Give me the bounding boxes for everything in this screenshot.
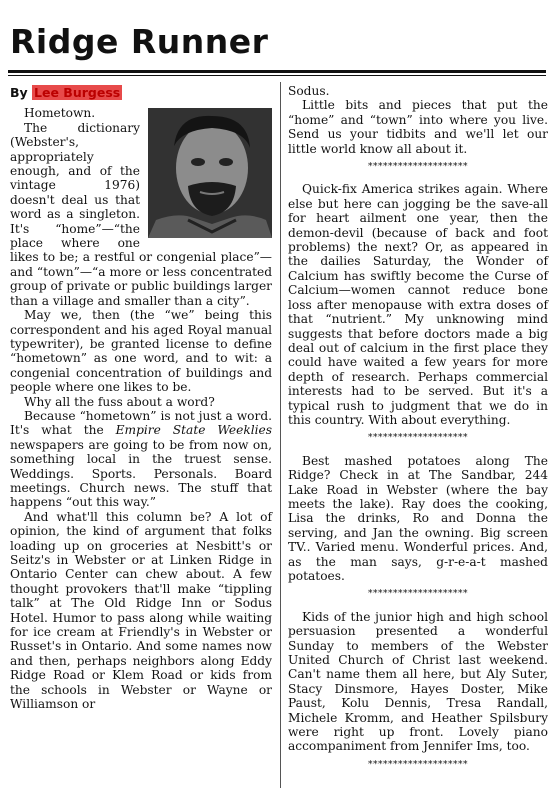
section-separator-stars: ******************** — [368, 433, 468, 444]
because-text-a: Because “hometown” is not just a word. It's what the — [10, 408, 272, 438]
paragraph-because — [10, 409, 272, 510]
column-divider — [280, 82, 281, 788]
author-portrait-photo — [148, 108, 272, 238]
article-column-left — [10, 84, 272, 711]
column-headline: Ridge Runner — [10, 22, 269, 61]
article-column-right — [288, 84, 548, 780]
paragraph-calcium: Quick-fix America strikes again. Where else but here can jogging be the save-all for heart ailment one year, then the demon-devil (because of back and foot problems) the next? Or, as appeared in the dailies Saturday, the Wonder of Calcium has swiftly become the Curse of Calcium—women cannot reduce bone loss after menopause with extra doses of that “nutrient.” My unknowing mind suggests that before doctors made a big deal out of calcium in the first place they could have waited a few years for more depth of research. Perhaps commercial interests had to be served. But it's a typical rush to judgment that we do in this country. With about everything. — [288, 182, 548, 427]
paragraph-why-fuss: Why all the fuss about a word? — [24, 394, 215, 409]
byline-prefix: By — [10, 85, 33, 100]
section-separator-stars: ******************** — [368, 759, 468, 770]
paragraph-church-kids: Kids of the junior high and high school persuasion presented a wonderful Sunday to members of the Webster United Church of Christ last weekend. Can't name them all here, but Aly Suter, Stacy Dinsmore, Hayes Doster, Mike Paust, Kolu Dennis, Tresa Randall, Michele Kromm, and Heather Spilsbury were right up front. Lovely piano accompaniment from Jennifer Ims, too. — [288, 609, 548, 754]
paragraph-tidbits: Little bits and pieces that put the “home” and “town” into where you live. Send us your tidbits and we'll let our little world know all about it. — [288, 98, 548, 156]
paragraph-license: May we, then (the “we” being this correspondent and his aged Royal manual typewriter), be granted license to define “hometown” as one word, and to wit: a congenial concentration of buildings and people where one likes to be. — [10, 308, 272, 395]
newspaper-name: Empire State Weeklies — [115, 423, 273, 438]
headline-rule-thin — [8, 75, 546, 76]
paragraph-mashed-potatoes: Best mashed potatoes along The Ridge? Check in at The Sandbar, 244 Lake Road in Webster (where the bay meets the lake). Ray does the cooking, Lisa the drinks, Ro and Donna the serving, and Jan the owning. Big screen TV.. Varied menu. Wonderful prices. And, as the man says, g-r-e-a-t mashed potatoes. — [288, 453, 548, 583]
section-separator-stars: ******************** — [368, 162, 468, 173]
byline — [10, 86, 272, 100]
paragraph-sodus: Sodus. — [288, 84, 330, 98]
because-text-b: newspapers are going to be from now on, something local in the truest sense. Weddings. Sports. Personals. Board meetings. Church news. The stuff that happens “out this way.” — [10, 437, 272, 510]
author-name: Lee Burgess — [34, 85, 121, 100]
paragraph-dictionary: The dictionary (Webster's, appropriately enough, and of the vintage 1976) doesn't deal us that word as a singleton. It's “home”—“the place where one likes to be; a restful or congenial place”—and “town”—“a more or less concentrated group of private or public buildings larger than a village and smaller than a city”. — [10, 120, 272, 308]
section-separator-stars: ******************** — [368, 589, 468, 600]
paragraph-intro: Hometown. — [24, 106, 96, 121]
paragraph-column-purpose: And what'll this column be? A lot of opinion, the kind of argument that folks loading up on groceries at Nesbitt's or Seitz's in Webster or at Linken Ridge in Ontario Center can chew about. A few thought provokers that'll make “tippling talk” at The Old Ridge Inn or Sodus Hotel. Humor to pass along while waiting for ice cream at Friendly's in Webster or Russet's in Ontario. And some names now and then, perhaps neighbors along Eddy Ridge Road or Klem Road or kids from the schools in Webster or Wayne or Williamson or — [10, 509, 272, 712]
headline-rule-thick — [8, 70, 546, 73]
